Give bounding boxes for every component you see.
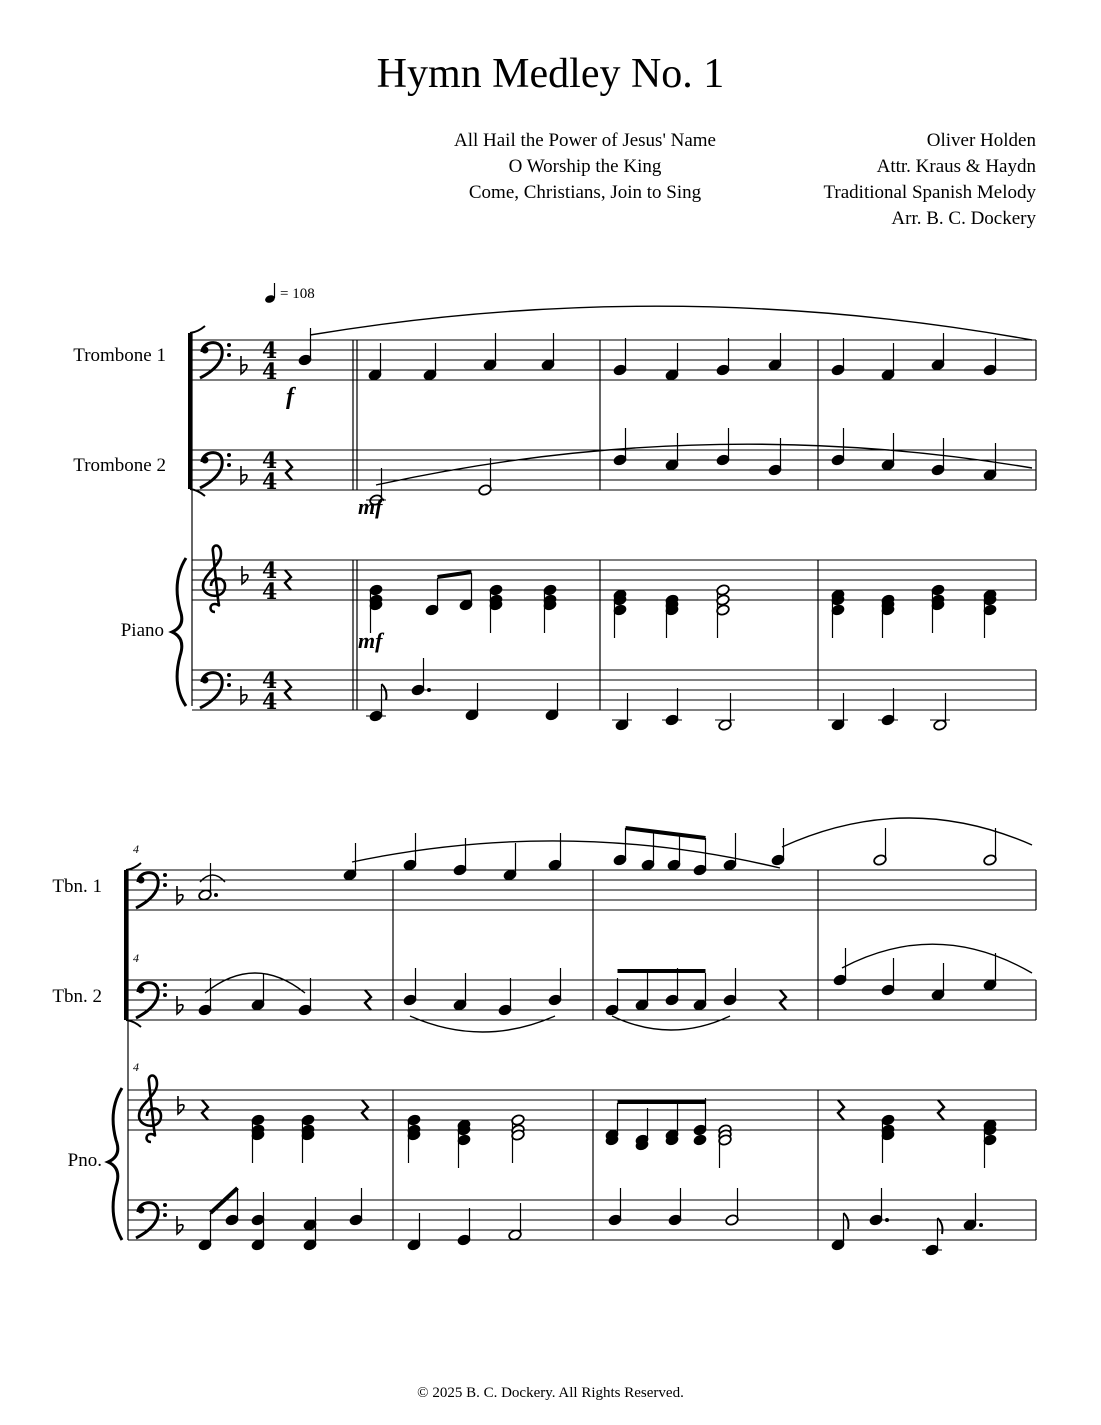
instrument-label-tbn-1: Tbn. 1 (52, 876, 102, 897)
bass-clef-dot-upper (227, 453, 231, 457)
flat-icon (241, 466, 247, 484)
flat-icon (177, 996, 183, 1014)
note-dot (979, 1223, 983, 1227)
dynamic-tbn1: f (286, 384, 294, 410)
instrument-label-trombone-1: Trombone 1 (73, 345, 166, 366)
slur (612, 1016, 730, 1030)
flat-icon (177, 1216, 183, 1234)
bracket-cap (126, 863, 141, 870)
flag (844, 1213, 849, 1229)
instrument-label-trombone-2: Trombone 2 (73, 455, 166, 476)
flat-icon (177, 886, 183, 904)
slur (782, 818, 1032, 847)
treble-clef-icon (139, 1076, 161, 1143)
bass-clef-dot (138, 877, 145, 884)
time-signature-top: 4 (262, 338, 278, 364)
note-dot (427, 688, 431, 692)
measure-number-tbn2: 4 (133, 951, 139, 965)
credit-3: Traditional Spanish Melody (823, 182, 1036, 203)
bass-clef-dot-lower (227, 463, 231, 467)
tempo-note-icon (264, 283, 276, 304)
measure-number-tbn1: 4 (133, 842, 139, 856)
flag (382, 684, 387, 700)
bass-clef-dot (138, 987, 145, 994)
beam (438, 572, 472, 577)
instrument-label-tbn-2: Tbn. 2 (52, 986, 102, 1007)
dynamic-tbn2: mf (358, 494, 383, 519)
instrument-label-piano: Piano (120, 620, 164, 641)
instrument-label-pno: Pno. (67, 1150, 102, 1171)
slur (842, 944, 1032, 973)
bass-clef-dot (202, 347, 209, 354)
bass-clef-dot-lower (227, 353, 231, 357)
tempo-marking: = 108 (280, 286, 315, 302)
hymn-title-1: All Hail the Power of Jesus' Name (454, 130, 716, 151)
time-signature-top: 4 (262, 448, 278, 474)
copyright-footer: © 2025 B. C. Dockery. All Rights Reserved. (417, 1385, 684, 1401)
bass-clef-dot-upper (163, 1203, 167, 1207)
bass-clef-dot-lower (163, 1213, 167, 1217)
treble-clef-icon (203, 546, 225, 613)
bass-clef-dot-upper (163, 873, 167, 877)
time-signature-bottom: 4 (262, 469, 278, 495)
dynamic-piano: mf (358, 628, 383, 653)
bass-clef-dot-lower (163, 883, 167, 887)
notehead (693, 1134, 707, 1146)
time-signature-bottom: 4 (262, 579, 278, 605)
measure-number-pno: 4 (133, 1060, 139, 1074)
score-title: Hymn Medley No. 1 (376, 51, 725, 97)
slur (410, 1016, 555, 1032)
flat-icon (242, 566, 248, 584)
bass-clef-dot (202, 677, 209, 684)
flat-icon (241, 356, 247, 374)
credit-2: Attr. Kraus & Haydn (876, 156, 1036, 177)
flat-icon (178, 1096, 184, 1114)
hymn-title-2: O Worship the King (508, 156, 662, 177)
bass-clef-dot (138, 1207, 145, 1214)
credit-4: Arr. B. C. Dockery (891, 208, 1036, 229)
bass-clef-dot-upper (163, 983, 167, 987)
bass-clef-dot-lower (163, 993, 167, 997)
bass-clef-dot-lower (227, 683, 231, 687)
piano-brace-2 (108, 1088, 122, 1240)
hymn-title-3: Come, Christians, Join to Sing (468, 182, 702, 203)
bass-clef-dot-upper (227, 343, 231, 347)
piano-brace (172, 558, 186, 706)
slur (310, 306, 1032, 340)
beam (626, 828, 706, 838)
time-signature-top: 4 (262, 668, 278, 694)
note-dot (885, 1218, 889, 1222)
note-dot (214, 893, 218, 897)
time-signature-bottom: 4 (262, 359, 278, 385)
bass-clef-dot (202, 457, 209, 464)
time-signature-top: 4 (262, 558, 278, 584)
bass-clef-dot-upper (227, 673, 231, 677)
credit-1: Oliver Holden (926, 130, 1036, 151)
slur (200, 875, 225, 882)
flat-icon (241, 686, 247, 704)
time-signature-bottom: 4 (262, 689, 278, 715)
